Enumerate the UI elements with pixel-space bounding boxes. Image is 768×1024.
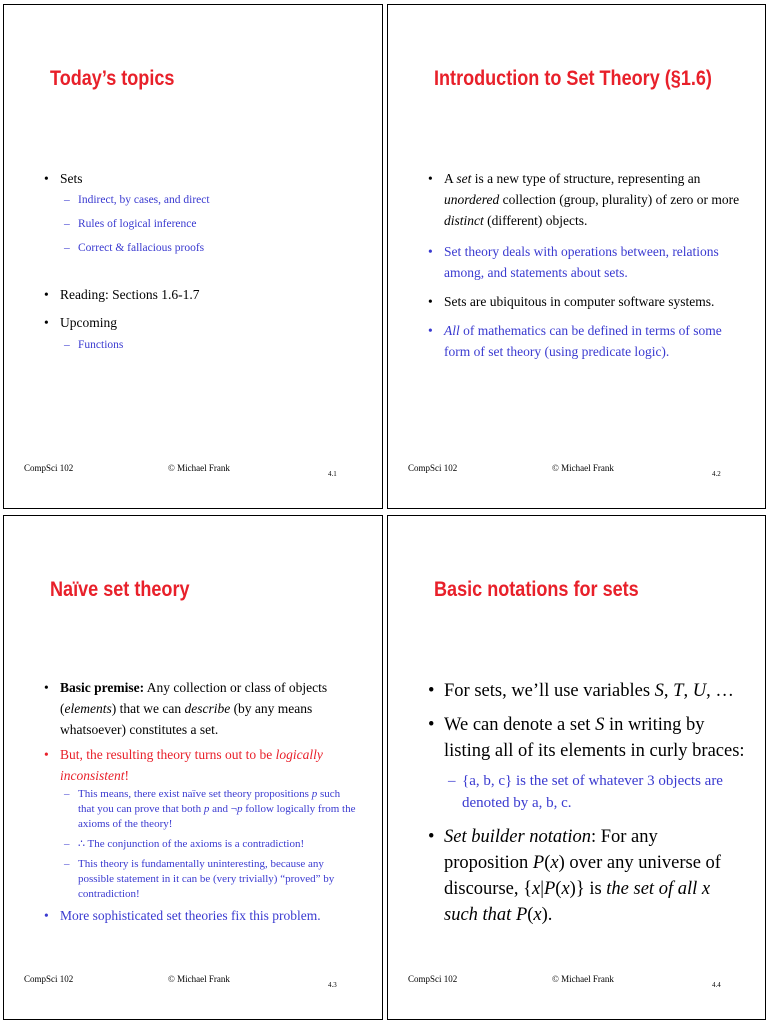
slide-body bbox=[428, 168, 745, 362]
slide-title: Basic notations for sets bbox=[434, 578, 639, 601]
bullet-basic-premise: • Basic premise: Any collection or class of objects (elements) that we can describe (by any means whatsoever) constitutes a set. bbox=[44, 680, 328, 737]
bullet-upcoming: • Upcoming bbox=[44, 315, 117, 330]
bullet-variables: • For sets, we’ll use variables S, T, U, … bbox=[428, 681, 734, 701]
page-number: 4.2 bbox=[712, 470, 721, 478]
sub-bullet: – This theory is fundamentally uninteresting, because any possible statement in it can be (very trivially) “proved” by contradiction! bbox=[64, 858, 335, 900]
bullet-set-theory: • Set theory deals with operations between, relations among, and statements about sets. bbox=[428, 244, 719, 280]
bullet-sophisticated: • More sophisticated set theories fix this problem. bbox=[44, 908, 321, 923]
sub-bullet: – Indirect, by cases, and direct bbox=[64, 194, 210, 206]
slide-title: Today’s topics bbox=[50, 67, 175, 90]
footer-course: CompSci 102 bbox=[24, 463, 74, 473]
sub-bullet: – ∴ The conjunction of the axioms is a contradiction! bbox=[64, 838, 305, 850]
sub-bullet: – Correct & fallacious proofs bbox=[64, 242, 205, 254]
slide-4 bbox=[387, 515, 766, 1020]
slide-3 bbox=[3, 515, 383, 1020]
footer-course: CompSci 102 bbox=[408, 463, 458, 473]
slide-2 bbox=[387, 4, 766, 509]
slide-body bbox=[44, 677, 358, 926]
slide-1 bbox=[3, 4, 383, 509]
footer-author: © Michael Frank bbox=[552, 463, 614, 473]
sub-bullet: – {a, b, c} is the set of whatever 3 objects are denoted by a, b, c. bbox=[448, 773, 723, 811]
slide-body bbox=[44, 168, 360, 353]
bullet-set-definition: • A set is a new type of structure, representing an unordered collection (group, plurality) of zero or more distinct (different) objects. bbox=[428, 171, 740, 228]
page-number: 4.3 bbox=[328, 981, 337, 989]
page-number: 4.1 bbox=[328, 470, 337, 478]
bullet-ubiquitous: • Sets are ubiquitous in computer software systems. bbox=[428, 294, 715, 309]
slide-body bbox=[428, 678, 745, 928]
sub-bullet: – This means, there exist naïve set theory propositions p such that you can prove that both p and ¬p follow logically from the axioms of the theory! bbox=[64, 788, 356, 830]
footer-course: CompSci 102 bbox=[24, 974, 74, 984]
bullet-inconsistent: • But, the resulting theory turns out to be logically inconsistent! bbox=[44, 747, 323, 783]
bullet-sets: • Sets bbox=[44, 171, 83, 186]
bullet-mathematics: • All of mathematics can be defined in terms of some form of set theory (using predicate logic). bbox=[428, 323, 722, 359]
bullet-set-builder: • Set builder notation: For any proposition P(x) over any universe of discourse, {x|P(x)} is the set of all x such that P(x). bbox=[428, 827, 721, 925]
sub-bullet: – Rules of logical inference bbox=[64, 218, 197, 230]
page-number: 4.4 bbox=[712, 981, 721, 989]
footer-author: © Michael Frank bbox=[552, 974, 614, 984]
slide-title: Introduction to Set Theory (§1.6) bbox=[434, 67, 712, 90]
bullet-reading: • Reading: Sections 1.6-1.7 bbox=[44, 287, 200, 302]
bullet-listing: • We can denote a set S in writing by listing all of its elements in curly braces: bbox=[428, 715, 745, 761]
footer-course: CompSci 102 bbox=[408, 974, 458, 984]
sub-bullet: – Functions bbox=[64, 339, 124, 351]
footer-author: © Michael Frank bbox=[168, 463, 230, 473]
footer-author: © Michael Frank bbox=[168, 974, 230, 984]
slide-title: Naïve set theory bbox=[50, 578, 190, 601]
